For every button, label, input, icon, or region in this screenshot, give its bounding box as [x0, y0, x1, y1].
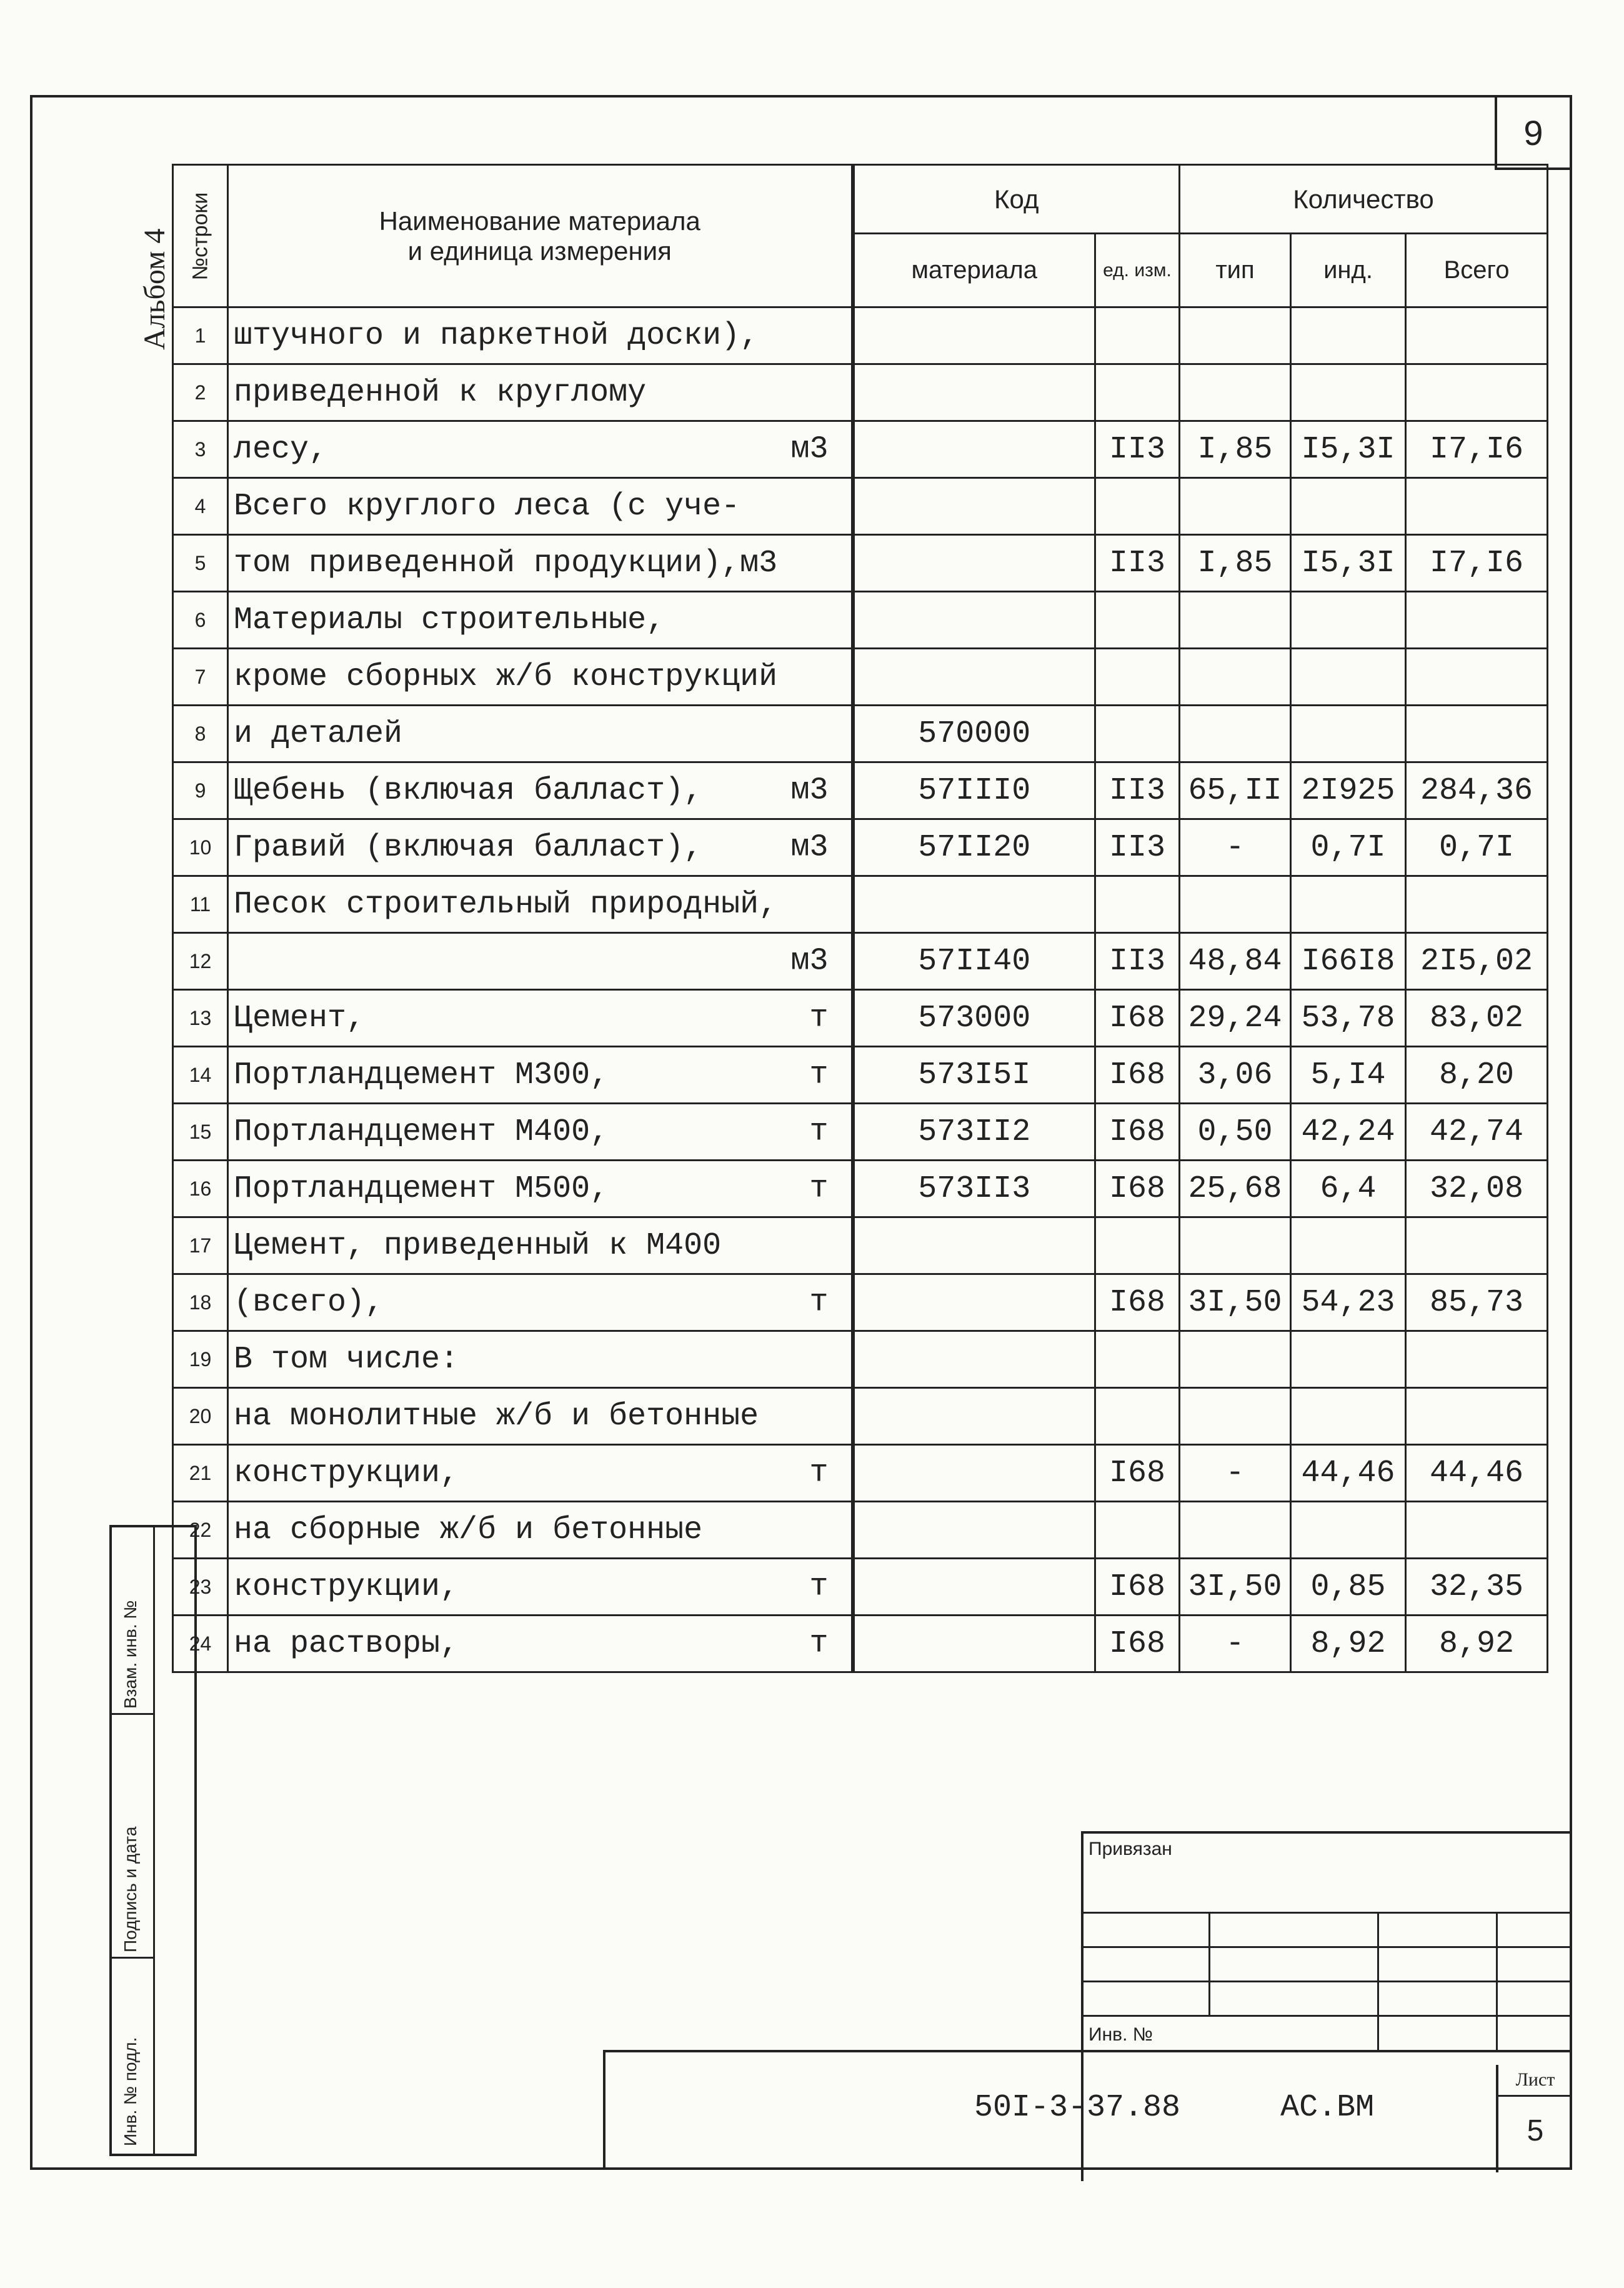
row-number-cell: 4: [173, 478, 228, 535]
material-name-cell: [228, 1388, 853, 1445]
material-name: Цемент,: [234, 1000, 366, 1036]
table-row: [173, 990, 1548, 1047]
qty-ind-cell: [1291, 876, 1406, 933]
qty-tip-cell: [1180, 1217, 1291, 1274]
material-code-cell: [853, 1445, 1095, 1502]
qty-total-cell: [1406, 592, 1548, 649]
material-name: том приведенной продукции),м3: [234, 545, 778, 581]
table-row: [173, 1104, 1548, 1161]
table-row: [173, 1047, 1548, 1104]
table-row: [173, 1388, 1548, 1445]
unit-of-measure: т: [809, 1057, 829, 1093]
table-body: [173, 307, 1548, 1672]
table-row: [173, 1217, 1548, 1274]
unit-code-cell: II3: [1095, 762, 1180, 819]
row-number-cell: 18: [173, 1274, 228, 1331]
row-number-cell: 15: [173, 1104, 228, 1161]
material-name: Портландцемент М300,: [234, 1057, 609, 1093]
unit-code-cell: I68: [1095, 990, 1180, 1047]
table-row: [173, 819, 1548, 876]
qty-tip-cell: 25,68: [1180, 1161, 1291, 1217]
row-number-cell: 7: [173, 649, 228, 706]
row-number-cell: 13: [173, 990, 228, 1047]
spine-label-vzam: Взам. инв. №: [121, 1600, 140, 1709]
material-name-cell: [228, 1331, 853, 1388]
material-name-cell: [228, 478, 853, 535]
table-row: [173, 649, 1548, 706]
qty-total-cell: I7,I6: [1406, 421, 1548, 478]
qty-ind-cell: I66I8: [1291, 933, 1406, 990]
material-code-cell: [853, 1388, 1095, 1445]
unit-code-cell: I68: [1095, 1047, 1180, 1104]
qty-ind-cell: 5,I4: [1291, 1047, 1406, 1104]
unit-code-cell: I68: [1095, 1274, 1180, 1331]
unit-code-cell: [1095, 1331, 1180, 1388]
unit-code-cell: I68: [1095, 1445, 1180, 1502]
material-name-cell: [228, 819, 853, 876]
qty-total-cell: [1406, 876, 1548, 933]
unit-code-cell: [1095, 478, 1180, 535]
material-name: (всего),: [234, 1284, 384, 1321]
spine-cell-vzam: [112, 1527, 153, 1715]
material-code-cell: 57II40: [853, 933, 1095, 990]
table-row: [173, 762, 1548, 819]
qty-tip-cell: [1180, 307, 1291, 364]
unit-of-measure: т: [809, 1000, 829, 1036]
table-row: [173, 535, 1548, 592]
material-name: на растворы,: [234, 1626, 459, 1662]
material-name-cell: [228, 535, 853, 592]
qty-ind-cell: 6,4: [1291, 1161, 1406, 1217]
material-code-cell: 573II3: [853, 1161, 1095, 1217]
qty-ind-cell: [1291, 706, 1406, 762]
header-rowno-label: №строки: [188, 192, 212, 280]
material-code-cell: [853, 1559, 1095, 1616]
qty-tip-cell: 3I,50: [1180, 1274, 1291, 1331]
spine-cell-inv: [112, 1959, 153, 2156]
table-row: [173, 1331, 1548, 1388]
material-name: Цемент, приведенный к М400: [234, 1227, 722, 1264]
material-name-cell: [228, 876, 853, 933]
row-number-cell: 21: [173, 1445, 228, 1502]
unit-code-cell: [1095, 649, 1180, 706]
unit-code-cell: I68: [1095, 1616, 1180, 1672]
table-row: [173, 478, 1548, 535]
qty-tip-cell: -: [1180, 1445, 1291, 1502]
header-rowno: [173, 165, 228, 307]
qty-total-cell: 32,08: [1406, 1161, 1548, 1217]
stamp-vline: [1496, 1912, 1498, 2052]
qty-total-cell: [1406, 649, 1548, 706]
material-name: на сборные ж/б и бетонные: [234, 1512, 703, 1548]
table-row: [173, 706, 1548, 762]
qty-total-cell: 44,46: [1406, 1445, 1548, 1502]
unit-code-cell: [1095, 307, 1180, 364]
row-number-cell: 19: [173, 1331, 228, 1388]
album-label: Альбом 4: [138, 228, 171, 350]
material-code-cell: [853, 1502, 1095, 1559]
row-number-cell: 17: [173, 1217, 228, 1274]
unit-of-measure: м3: [790, 829, 829, 866]
row-number-cell: 6: [173, 592, 228, 649]
material-code-cell: 570000: [853, 706, 1095, 762]
unit-of-measure: т: [809, 1114, 829, 1150]
qty-tip-cell: [1180, 364, 1291, 421]
row-number-cell: 3: [173, 421, 228, 478]
material-name: конструкции,: [234, 1569, 459, 1605]
qty-ind-cell: I5,3I: [1291, 535, 1406, 592]
material-name: конструкции,: [234, 1455, 459, 1491]
qty-tip-cell: [1180, 592, 1291, 649]
material-name-cell: [228, 706, 853, 762]
table-row: [173, 1559, 1548, 1616]
spine-label-podpis: Подпись и дата: [121, 1826, 140, 1952]
doc-section: АС.ВМ: [1280, 2090, 1375, 2126]
material-code-cell: 573I5I: [853, 1047, 1095, 1104]
unit-of-measure: м3: [790, 431, 829, 467]
qty-ind-cell: 0,85: [1291, 1559, 1406, 1616]
qty-ind-cell: [1291, 1331, 1406, 1388]
document-code: [974, 2090, 1374, 2126]
material-name-cell: [228, 990, 853, 1047]
qty-ind-cell: 0,7I: [1291, 819, 1406, 876]
row-number-cell: 20: [173, 1388, 228, 1445]
material-name-cell: [228, 649, 853, 706]
qty-ind-cell: [1291, 1217, 1406, 1274]
qty-total-cell: 32,35: [1406, 1559, 1548, 1616]
page-number: 9: [1495, 95, 1572, 170]
qty-ind-cell: 54,23: [1291, 1274, 1406, 1331]
qty-ind-cell: 53,78: [1291, 990, 1406, 1047]
qty-total-cell: I7,I6: [1406, 535, 1548, 592]
table-row: [173, 364, 1548, 421]
header-ed-izm: ед. изм.: [1095, 234, 1180, 307]
row-number-cell: 12: [173, 933, 228, 990]
spine-cell-podpis: [112, 1715, 153, 1959]
material-code-cell: [853, 1217, 1095, 1274]
row-number-cell: 16: [173, 1161, 228, 1217]
qty-total-cell: [1406, 478, 1548, 535]
sheet-number: 5: [1527, 2114, 1544, 2147]
table-row: [173, 1616, 1548, 1672]
qty-tip-cell: -: [1180, 819, 1291, 876]
qty-ind-cell: [1291, 1388, 1406, 1445]
table-row: [173, 592, 1548, 649]
material-name-cell: [228, 1161, 853, 1217]
qty-tip-cell: [1180, 649, 1291, 706]
header-kolichestvo: Количество: [1180, 165, 1548, 234]
table-row: [173, 1161, 1548, 1217]
table-row: [173, 933, 1548, 990]
material-code-cell: 57III0: [853, 762, 1095, 819]
qty-tip-cell: I,85: [1180, 535, 1291, 592]
stamp-line: [1083, 2015, 1572, 2017]
qty-ind-cell: I5,3I: [1291, 421, 1406, 478]
qty-ind-cell: [1291, 478, 1406, 535]
qty-tip-cell: [1180, 478, 1291, 535]
sheet-number-box: [1496, 2065, 1572, 2172]
qty-ind-cell: [1291, 1502, 1406, 1559]
material-name-cell: [228, 1274, 853, 1331]
qty-total-cell: [1406, 364, 1548, 421]
material-name: лесу,: [234, 431, 328, 467]
sheet-label: Лист: [1498, 2065, 1572, 2097]
qty-ind-cell: [1291, 592, 1406, 649]
unit-code-cell: [1095, 1217, 1180, 1274]
table-row: [173, 307, 1548, 364]
table-header-row-1: [173, 165, 1548, 234]
material-name-cell: [228, 307, 853, 364]
row-number-cell: 10: [173, 819, 228, 876]
material-name-cell: [228, 364, 853, 421]
qty-ind-cell: 44,46: [1291, 1445, 1406, 1502]
qty-total-cell: [1406, 1217, 1548, 1274]
unit-code-cell: [1095, 1502, 1180, 1559]
qty-total-cell: 8,92: [1406, 1616, 1548, 1672]
qty-ind-cell: 42,24: [1291, 1104, 1406, 1161]
unit-of-measure: т: [809, 1284, 829, 1321]
qty-ind-cell: [1291, 649, 1406, 706]
unit-code-cell: II3: [1095, 819, 1180, 876]
unit-code-cell: I68: [1095, 1161, 1180, 1217]
header-kod: Код: [853, 165, 1180, 234]
qty-tip-cell: [1180, 1331, 1291, 1388]
qty-total-cell: 85,73: [1406, 1274, 1548, 1331]
header-material: материала: [853, 234, 1095, 307]
unit-code-cell: [1095, 364, 1180, 421]
row-number-cell: 9: [173, 762, 228, 819]
material-code-cell: [853, 876, 1095, 933]
table-row: [173, 421, 1548, 478]
qty-total-cell: [1406, 307, 1548, 364]
unit-code-cell: I68: [1095, 1559, 1180, 1616]
material-name: Портландцемент М500,: [234, 1171, 609, 1207]
header-name: [228, 165, 853, 307]
header-vsego: Всего: [1406, 234, 1548, 307]
material-code-cell: [853, 1274, 1095, 1331]
unit-code-cell: II3: [1095, 535, 1180, 592]
table-row: [173, 1274, 1548, 1331]
material-name: на монолитные ж/б и бетонные: [234, 1398, 759, 1434]
unit-code-cell: [1095, 1388, 1180, 1445]
qty-tip-cell: [1180, 1388, 1291, 1445]
qty-tip-cell: 3,06: [1180, 1047, 1291, 1104]
qty-tip-cell: 3I,50: [1180, 1559, 1291, 1616]
qty-total-cell: [1406, 706, 1548, 762]
doc-number: 50I-3-37.88: [974, 2090, 1181, 2126]
qty-total-cell: 284,36: [1406, 762, 1548, 819]
title-block: [603, 2050, 1572, 2170]
unit-of-measure: т: [809, 1455, 829, 1491]
material-name-cell: [228, 1616, 853, 1672]
stamp-line: [1083, 1946, 1572, 1948]
qty-tip-cell: 65,II: [1180, 762, 1291, 819]
qty-ind-cell: [1291, 364, 1406, 421]
row-number-cell: 8: [173, 706, 228, 762]
material-name: приведенной к круглому: [234, 374, 647, 411]
unit-code-cell: [1095, 592, 1180, 649]
qty-total-cell: 0,7I: [1406, 819, 1548, 876]
material-code-cell: [853, 1331, 1095, 1388]
material-code-cell: [853, 421, 1095, 478]
qty-ind-cell: 8,92: [1291, 1616, 1406, 1672]
row-number-cell: 5: [173, 535, 228, 592]
material-name: Песок строительный природный,: [234, 886, 778, 922]
material-name: Всего круглого леса (с уче-: [234, 488, 740, 524]
row-number-cell: 23: [173, 1559, 228, 1616]
qty-tip-cell: 0,50: [1180, 1104, 1291, 1161]
unit-code-cell: II3: [1095, 933, 1180, 990]
material-code-cell: [853, 364, 1095, 421]
qty-tip-cell: [1180, 1502, 1291, 1559]
qty-total-cell: 83,02: [1406, 990, 1548, 1047]
stamp-vline: [1377, 1912, 1379, 2052]
row-number-cell: 11: [173, 876, 228, 933]
stamp-vline: [1208, 1912, 1210, 2015]
material-name-cell: [228, 1104, 853, 1161]
material-name: Гравий (включая балласт),: [234, 829, 703, 866]
unit-of-measure: т: [809, 1171, 829, 1207]
table-row: [173, 876, 1548, 933]
header-tip: тип: [1180, 234, 1291, 307]
unit-of-measure: м3: [790, 772, 829, 809]
material-name-cell: [228, 1502, 853, 1559]
unit-of-measure: т: [809, 1569, 829, 1605]
row-number-cell: 22: [173, 1502, 228, 1559]
material-name: В том числе:: [234, 1341, 459, 1377]
material-code-cell: [853, 478, 1095, 535]
qty-ind-cell: [1291, 307, 1406, 364]
spine-divider: [153, 1527, 155, 2154]
qty-tip-cell: [1180, 876, 1291, 933]
stamp-privyazan: Привязан: [1088, 1839, 1172, 1859]
qty-total-cell: [1406, 1388, 1548, 1445]
qty-total-cell: [1406, 1502, 1548, 1559]
material-name-cell: [228, 762, 853, 819]
unit-code-cell: II3: [1095, 421, 1180, 478]
material-name-cell: [228, 1445, 853, 1502]
qty-tip-cell: -: [1180, 1616, 1291, 1672]
table-row: [173, 1502, 1548, 1559]
material-name-cell: [228, 421, 853, 478]
stamp-line: [1083, 1912, 1572, 1914]
unit-of-measure: м3: [790, 943, 829, 979]
material-name-cell: [228, 1217, 853, 1274]
material-code-cell: [853, 649, 1095, 706]
unit-code-cell: I68: [1095, 1104, 1180, 1161]
row-number-cell: 14: [173, 1047, 228, 1104]
row-number-cell: 2: [173, 364, 228, 421]
material-code-cell: [853, 592, 1095, 649]
material-name: Щебень (включая балласт),: [234, 772, 703, 809]
stamp-line: [1083, 1981, 1572, 1982]
material-name: кроме сборных ж/б конструкций: [234, 659, 778, 695]
qty-tip-cell: I,85: [1180, 421, 1291, 478]
material-code-cell: 573000: [853, 990, 1095, 1047]
material-name: штучного и паркетной доски),: [234, 317, 759, 354]
qty-total-cell: [1406, 1331, 1548, 1388]
material-code-cell: 573II2: [853, 1104, 1095, 1161]
unit-of-measure: т: [809, 1626, 829, 1662]
material-name: Портландцемент М400,: [234, 1114, 609, 1150]
unit-code-cell: [1095, 876, 1180, 933]
material-name-cell: [228, 1047, 853, 1104]
spine-label-inv: Инв. № подл.: [121, 2037, 140, 2146]
qty-tip-cell: [1180, 706, 1291, 762]
material-name-cell: [228, 1559, 853, 1616]
qty-ind-cell: 2I925: [1291, 762, 1406, 819]
unit-code-cell: [1095, 706, 1180, 762]
material-code-cell: [853, 535, 1095, 592]
material-code-cell: [853, 307, 1095, 364]
qty-total-cell: 8,20: [1406, 1047, 1548, 1104]
header-name-line2: и единица измерения: [407, 236, 672, 266]
header-ind: инд.: [1291, 234, 1406, 307]
qty-tip-cell: 29,24: [1180, 990, 1291, 1047]
material-code-cell: 57II20: [853, 819, 1095, 876]
row-number-cell: 24: [173, 1616, 228, 1672]
table-row: [173, 1445, 1548, 1502]
header-name-line1: Наименование материала: [379, 206, 700, 236]
row-number-cell: 1: [173, 307, 228, 364]
material-name-cell: [228, 592, 853, 649]
material-name-cell: [228, 933, 853, 990]
stamp-inv-no: Инв. №: [1088, 2024, 1153, 2045]
material-code-cell: [853, 1616, 1095, 1672]
materials-table: [172, 164, 1548, 1673]
qty-total-cell: 2I5,02: [1406, 933, 1548, 990]
material-name: Материалы строительные,: [234, 602, 665, 638]
qty-tip-cell: 48,84: [1180, 933, 1291, 990]
material-name: и деталей: [234, 716, 403, 752]
qty-total-cell: 42,74: [1406, 1104, 1548, 1161]
